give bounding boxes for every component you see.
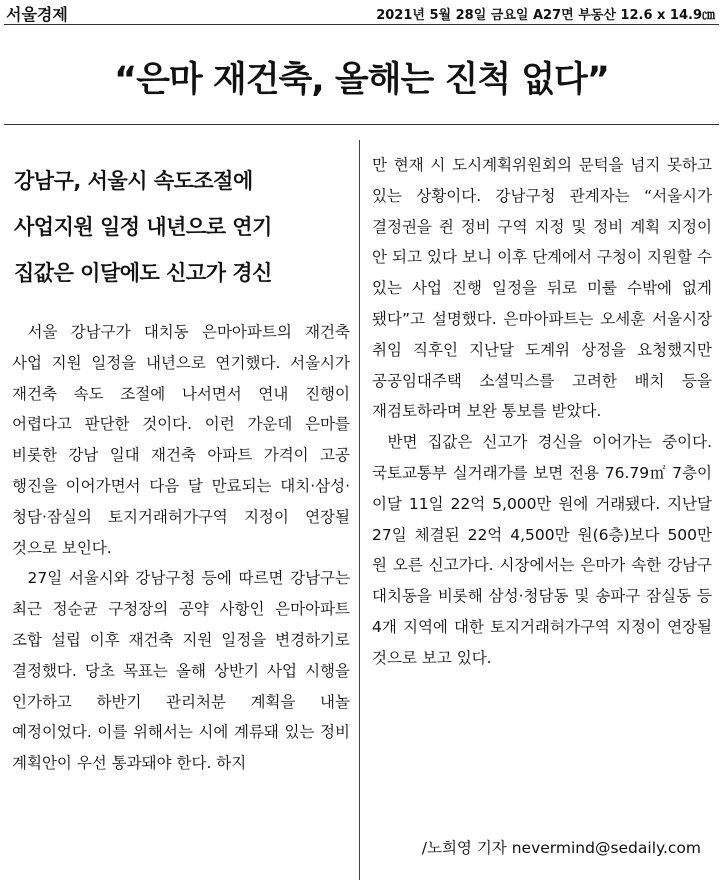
- column-divider: [359, 140, 360, 880]
- subheadline-3: 집값은 이달에도 신고가 경신: [14, 261, 272, 285]
- reporter-name: /노희영 기자: [421, 839, 507, 857]
- body-paragraph: 만 현재 시 도시계획위원회의 문턱을 넘지 못하고 있는 상황이다. 강남구청 관계자는 “서울시가 결정권을 쥔 정비 구역 지정 및 정비 계획 지정이 안 되고 있다 보니 이후 단계에서 구청이 지원할 수 있는 사업 진행 일정을 뒤로 미룰 수밖에 없게 됐다”고 설명했다. 은마아파트는 오세훈 서울시장 취임 직후인 지난달 도계위 상정을 요청했지만 공공임대주택 소셜믹스를 고려한 배치 등을 재검토하라며 보완 통보를 받았다.: [372, 156, 712, 421]
- subheadline-2: 사업지원 일정 내년으로 연기: [14, 215, 272, 239]
- article-column-right: [372, 150, 712, 674]
- newspaper-masthead: 서울경제: [6, 5, 68, 24]
- headline-rule-divider: [4, 124, 719, 125]
- subheadline-1: 강남구, 서울시 속도조절에: [14, 169, 253, 193]
- body-paragraph: 27일 서울시와 강남구청 등에 따르면 강남구는 최근 정순균 구청장의 공약 사항인 은마아파트 조합 설립 이후 재건축 지원 일정을 변경하기로 결정했다. 당초 목표는 올해 상반기 사업 시행을 인가하고 하반기 관리처분 계획을 내놀 예정이었다. 이를 위해서는 시에 계류돼 있는 정비 계획안이 우선 통과돼야 한다. 하지: [12, 569, 350, 773]
- article-headline: “은마 재건축, 올해는 진척 없다”: [114, 60, 609, 100]
- body-paragraph: 반면 집값은 신고가 경신을 이어가는 중이다. 국토교통부 실거래가를 보면 전용 76.79㎡ 7층이 이달 11일 22억 5,000만 원에 거래됐다. 지난달 27일 체결된 22억 4,500만 원(6층)보다 500만 원 오른 신고가다. 시장에서는 은마가 속한 강남구 대치동을 비롯해 삼성·청담동 및 송파구 잠실동 등 4개 지역에 대한 토지거래허가구역 지정이 연장될 것으로 보고 있다.: [372, 433, 712, 667]
- top-rule-divider: [4, 24, 719, 25]
- reporter-byline: [422, 836, 701, 858]
- subheadline-block: [14, 158, 354, 296]
- article-column-left: [12, 317, 350, 779]
- reporter-email: nevermind@sedaily.com: [511, 839, 701, 857]
- publication-dateline: 2021년 5월 28일 금요일 A27면 부동산 12.6 x 14.9㎝: [376, 8, 715, 23]
- body-paragraph: 서울 강남구가 대치동 은마아파트의 재건축 사업 지원 일정을 내년으로 연기했다. 서울시가 재건축 속도 조절에 나서면서 연내 진행이 어렵다고 판단한 것이다. 이런 가운데 은마를 비롯한 강남 일대 재건축 아파트 가격이 고공 행진을 이어가면서 다음 달 만료되는 대치·삼성·청담·잠실의 토지거래허가구역 지정이 연장될 것으로 보인다.: [12, 323, 350, 557]
